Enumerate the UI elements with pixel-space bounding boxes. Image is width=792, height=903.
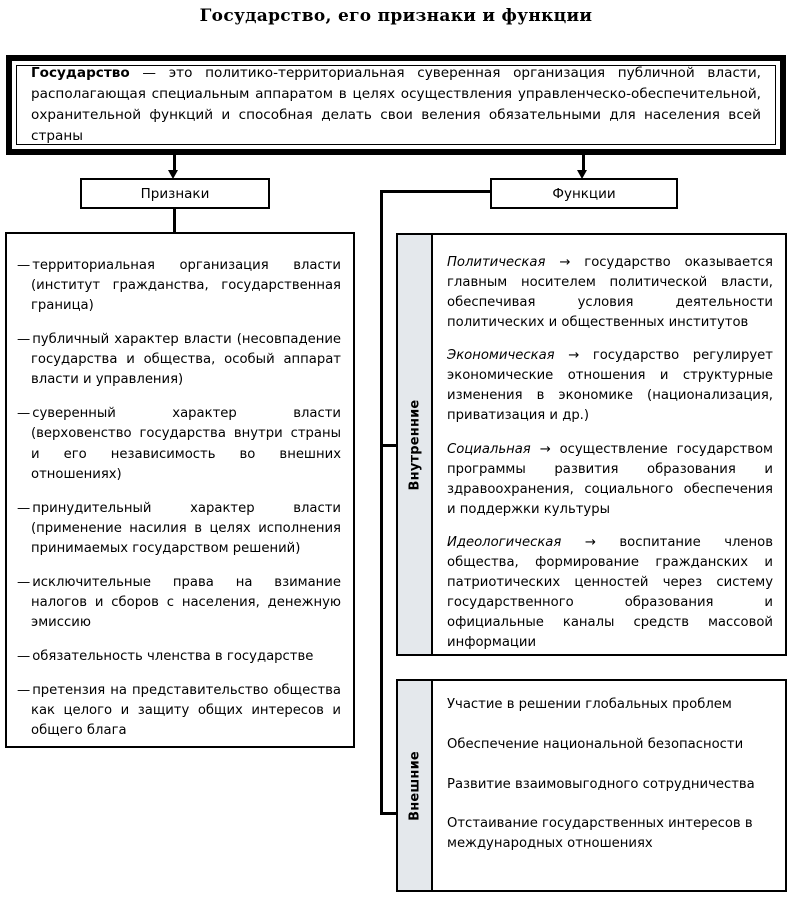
internal-functions-body [433, 235, 785, 654]
function-description: воспитание членов общества, формирование гражданских и патриотических ценностей через систему государственного образования и официальные каналы средств массовой информации [447, 534, 773, 651]
dash-bullet-icon: — [17, 258, 31, 273]
external-functions-label [398, 681, 433, 890]
function-name: Политическая [447, 255, 546, 270]
arrow-definition-to-funkcii-stem [582, 155, 585, 171]
list-item [447, 533, 773, 653]
list-item [17, 647, 341, 667]
definition-text [31, 63, 761, 147]
list-item-text: суверенный характер власти (верховенство государства внутри страны и его независимость во внешних отношениях) [31, 406, 341, 482]
list-item: Участие в решении глобальных проблем [447, 697, 732, 712]
list-item: Отстаивание государственных интересов в международных отношениях [447, 816, 753, 852]
internal-functions-label-text: Внутренние [407, 399, 422, 490]
function-name: Социальная [447, 441, 531, 457]
list-item [17, 499, 341, 559]
dash-bullet-icon: — [17, 683, 31, 699]
definition-body: — это политико-территориальная суверенная организация публичной власти, располагающая специальным аппаратом в целях осуществления управленческо-обеспечительной, охранительной функций и способная делать свои веления обязательными для населения всей страны [31, 64, 761, 145]
connector-funkcii-stub [380, 190, 492, 193]
arrow-right-icon: → [539, 441, 551, 457]
list-item-text: публичный характер власти (несовпадение государства и общества, особый аппарат власти и управления) [31, 332, 341, 388]
dash-bullet-icon: — [17, 332, 31, 348]
header-box-funkcii [490, 178, 678, 209]
internal-functions-group [396, 233, 787, 656]
list-item-text: исключительные права на взимание налогов и сборов с населения, денежную эмиссию [31, 574, 341, 630]
external-functions-group [396, 679, 787, 892]
function-description: государство оказывается главным носителем политической власти, обеспечивая условия деятельности политических и общественных институтов [447, 255, 773, 331]
definition-term: Государство [31, 64, 130, 81]
external-functions-body [433, 681, 785, 890]
arrow-right-icon: → [568, 348, 580, 364]
connector-funkcii-spine [380, 190, 383, 815]
arrow-right-icon: → [559, 255, 571, 270]
list-item-text: принудительный характер власти (применение насилия в целях исполнения принимаемых государством решений) [31, 500, 341, 556]
list-item [17, 573, 341, 633]
dash-bullet-icon: — [17, 500, 31, 516]
list-item [17, 404, 341, 484]
internal-functions-label [398, 235, 433, 654]
dash-bullet-icon: — [17, 406, 31, 422]
definition-box-inner [16, 65, 776, 145]
header-box-priznaki [80, 178, 270, 209]
list-item-text: территориальная организация власти (институт гражданства, государственная граница) [31, 258, 341, 314]
list-item [17, 681, 341, 741]
page-title: Государство, его признаки и функции [199, 6, 593, 26]
arrow-definition-to-priznaki-stem [173, 155, 176, 171]
list-item: Обеспечение национальной безопасности [447, 736, 744, 752]
list-item [17, 256, 341, 316]
connector-priznaki-to-panel [173, 209, 176, 232]
function-name: Экономическая [447, 348, 555, 364]
arrow-right-icon: → [584, 534, 596, 550]
function-name: Идеологическая [447, 534, 562, 550]
external-functions-label-text: Внешние [407, 750, 422, 821]
list-item [17, 330, 341, 390]
function-description: осуществление государством программы развития образования и здравоохранения, социального обеспечения и поддержки культуры [447, 441, 773, 517]
list-item [447, 346, 773, 426]
list-item [447, 253, 773, 333]
dash-bullet-icon: — [17, 574, 31, 590]
definition-box [6, 55, 786, 155]
header-label-priznaki: Признаки [140, 185, 210, 202]
list-item-text: претензия на представительство общества как целого и защиту общих интересов и общего блага [31, 683, 341, 739]
list-item [447, 440, 773, 520]
list-item: Развитие взаимовыгодного сотрудничества [447, 776, 755, 792]
list-item-text: обязательность членства в государстве [32, 649, 314, 664]
function-description: государство регулирует экономические отношения и структурные изменения в экономике (национализация, приватизация и др.) [447, 348, 773, 424]
dash-bullet-icon: — [17, 649, 31, 664]
header-label-funkcii: Функции [552, 185, 616, 202]
priznaki-panel [5, 232, 355, 748]
